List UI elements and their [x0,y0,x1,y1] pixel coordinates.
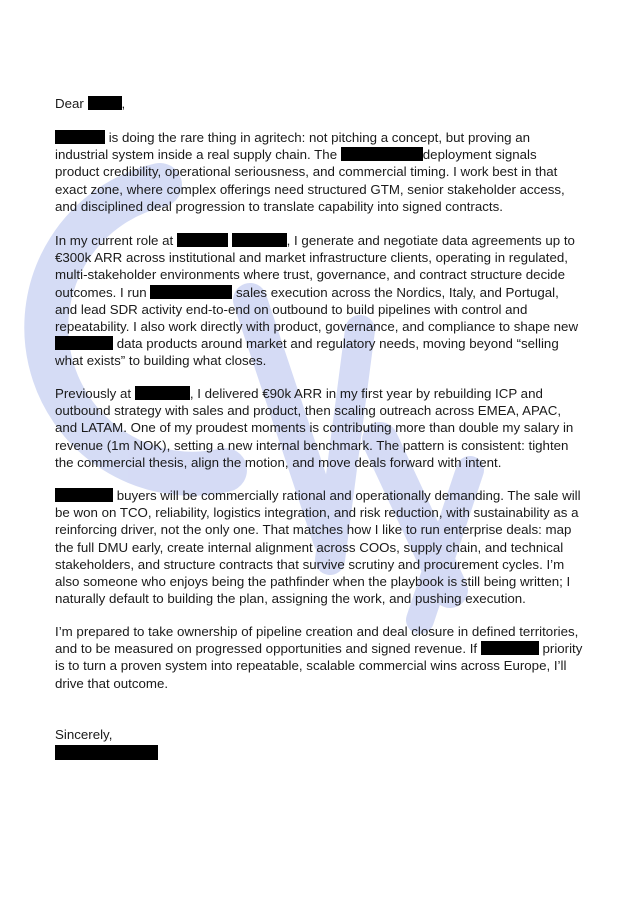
redacted-employer [177,233,228,247]
paragraph-4: buyers will be commercially rational and operationally demanding. The sale will be won on TCO, reliability, logistics integration, and risk reduction, with sustainability as a reinforcing driver, not the only one. That matches how I like to run enterprise deals: map the full DMU early, create internal alignment across COOs, supply chain, and technical stakeholders, and structure contracts that survive scrutiny and procurement cycles. I’m also someone who enjoys being the pathfinder when the playbook is still being written; I naturally default to building the plan, assigning the work, and pushing execution. [55,488,581,607]
redacted-market [55,488,113,502]
signature-block [55,726,158,760]
redacted-signature [55,745,158,760]
paragraph-1: is doing the rare thing in agritech: not pitching a concept, but proving an industrial system inside a real supply chain. The deployment signals product credibility, operational seriousness, and commercial timing. I work best in that exact zone, where complex offerings need structured GTM, senior stakeholder access, and disciplined deal progression to translate capability into signed contracts. [55,130,565,214]
paragraph-5: I’m prepared to take ownership of pipeline creation and deal closure in defined territories, and to be measured on progressed opportunities and signed revenue. If priority is to turn a proven system into repeatable, scalable commercial wins across Europe, I’ll drive that outcome. [55,624,583,691]
redacted-employer [232,233,287,247]
redacted-previous-employer [135,386,190,400]
redacted-product [150,285,232,299]
redacted-company [341,147,423,161]
redacted-company [481,641,539,655]
closing: Sincerely, [55,727,113,742]
redacted-company [55,130,105,144]
redacted-product [55,336,113,350]
redacted-name [88,96,122,110]
salutation: Dear , [55,96,126,111]
paragraph-2: In my current role at , I generate and negotiate data agreements up to €300k ARR across institutional and market infrastructure clients, operating in regulated, multi-stakeholder environments where trust, governance, and contract structure decide outcomes. I run sales execution across the Nordics, Italy, and Portugal, and lead SDR activity end-to-end on outbound to build pipelines with control and repeatability. I also work directly with product, governance, and compliance to shape new data products around market and regulatory needs, moving beyond “selling what exists” to building what closes. [55,233,579,369]
paragraph-3: Previously at , I delivered €90k ARR in my first year by rebuilding ICP and outbound strategy with sales and product, then scaling outreach across EMEA, APAC, and LATAM. One of my proudest moments is contributing more than double my salary in revenue (1m NOK), setting a new internal benchmark. The pattern is consistent: tighten the commercial thesis, align the motion, and move deals forward with intent. [55,386,574,470]
